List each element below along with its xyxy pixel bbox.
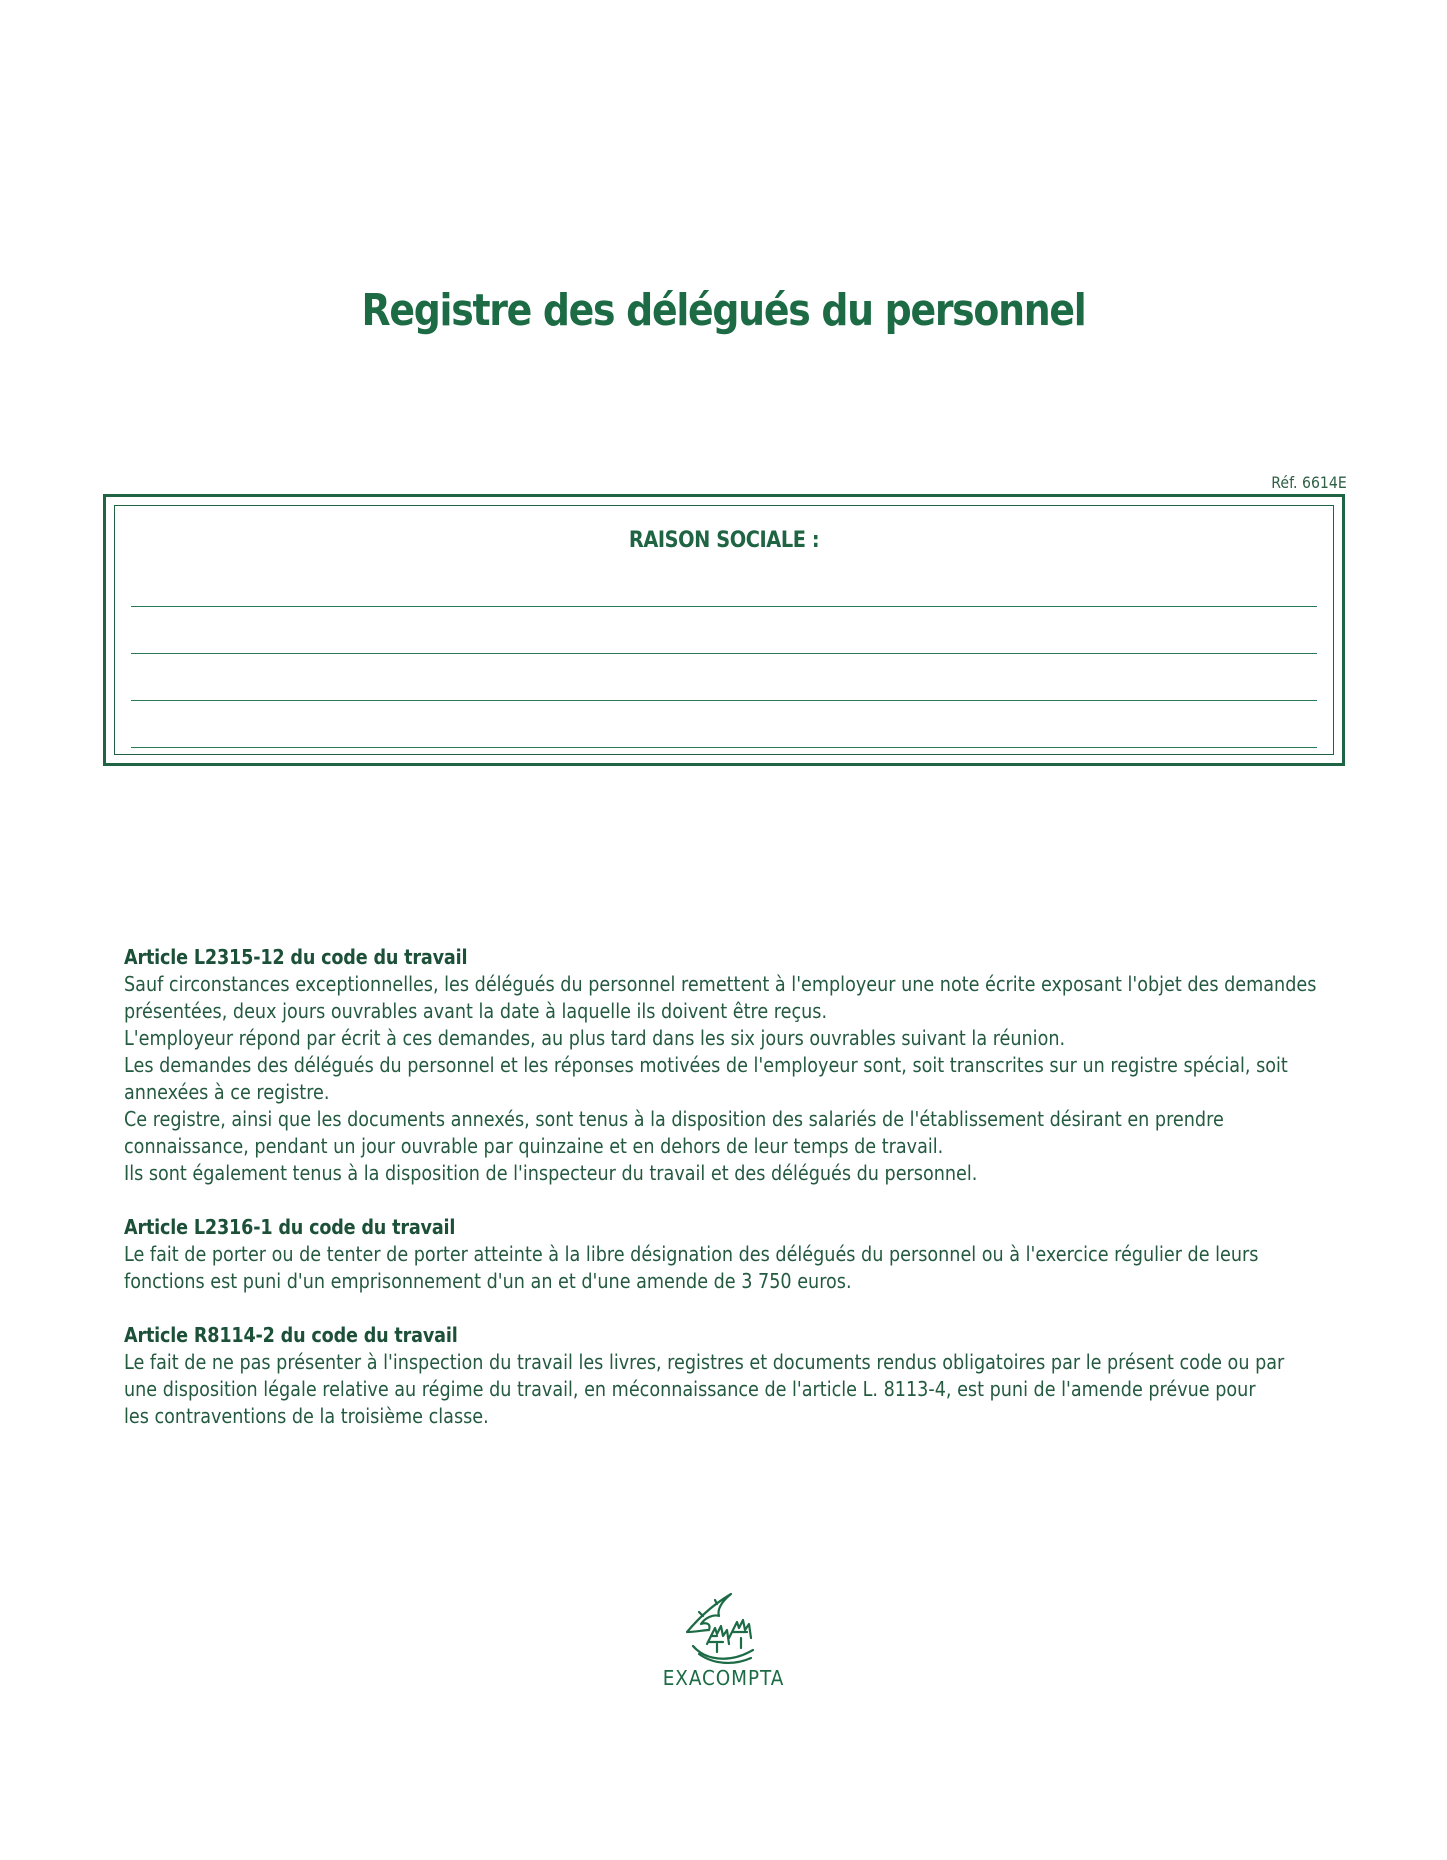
article-line: Le fait de ne pas présenter à l'inspection du travail les livres, registres et documents rendus obligatoires par le présent code ou par [124,1350,1285,1374]
article-heading: Article L2316-1 du code du travail [124,1215,456,1239]
raison-sociale-box [103,494,1345,766]
article-line: Ce registre, ainsi que les documents annexés, sont tenus à la disposition des salariés de l'établissement désirant en prendre [124,1107,1224,1131]
raison-sociale-inner-frame [114,505,1334,755]
write-line[interactable] [131,606,1317,607]
article-r8114-2 [124,1322,1285,1430]
article-heading: Article R8114-2 du code du travail [124,1323,458,1347]
article-line: Le fait de porter ou de tenter de porter atteinte à la libre désignation des délégués du personnel ou à l'exercice régulier de leurs [124,1242,1259,1266]
page-title: Registre des délégués du personnel [361,285,1086,336]
article-line: Les demandes des délégués du personnel et les réponses motivées de l'employeur sont, soit transcrites sur un registre spécial, soit [124,1053,1288,1077]
write-line[interactable] [131,747,1317,748]
article-line: Sauf circonstances exceptionnelles, les délégués du personnel remettent à l'employeur une note écrite exposant l'objet des demandes [124,972,1317,996]
article-l2315-12 [124,944,1317,1187]
article-line: présentées, deux jours ouvrables avant la date à laquelle ils doivent être reçus. [124,999,828,1023]
article-line: L'employeur répond par écrit à ces demandes, au plus tard dans les six jours ouvrables suivant la réunion. [124,1026,1066,1050]
exacompta-tree-logo-icon [673,1580,773,1680]
article-line: les contraventions de la troisième classe. [124,1404,489,1428]
article-l2316-1 [124,1214,1259,1295]
article-heading: Article L2315-12 du code du travail [124,945,468,969]
article-line: annexées à ce registre. [124,1080,330,1104]
article-line: connaissance, pendant un jour ouvrable par quinzaine et en dehors de leur temps de travail. [124,1134,944,1158]
article-line: Ils sont également tenus à la disposition de l'inspecteur du travail et des délégués du personnel. [124,1161,978,1185]
raison-sociale-label: RAISON SOCIALE : [628,528,820,553]
write-line[interactable] [131,653,1317,654]
reference-number: Réf. 6614E [1271,473,1347,492]
brand-name: EXACOMPTA [662,1666,785,1690]
article-line: fonctions est puni d'un emprisonnement d'un an et d'une amende de 3 750 euros. [124,1269,852,1293]
articles-section [124,944,1317,1457]
article-line: une disposition légale relative au régime du travail, en méconnaissance de l'article L. 8113-4, est puni de l'amende prévue pour [124,1377,1256,1401]
write-line[interactable] [131,700,1317,701]
